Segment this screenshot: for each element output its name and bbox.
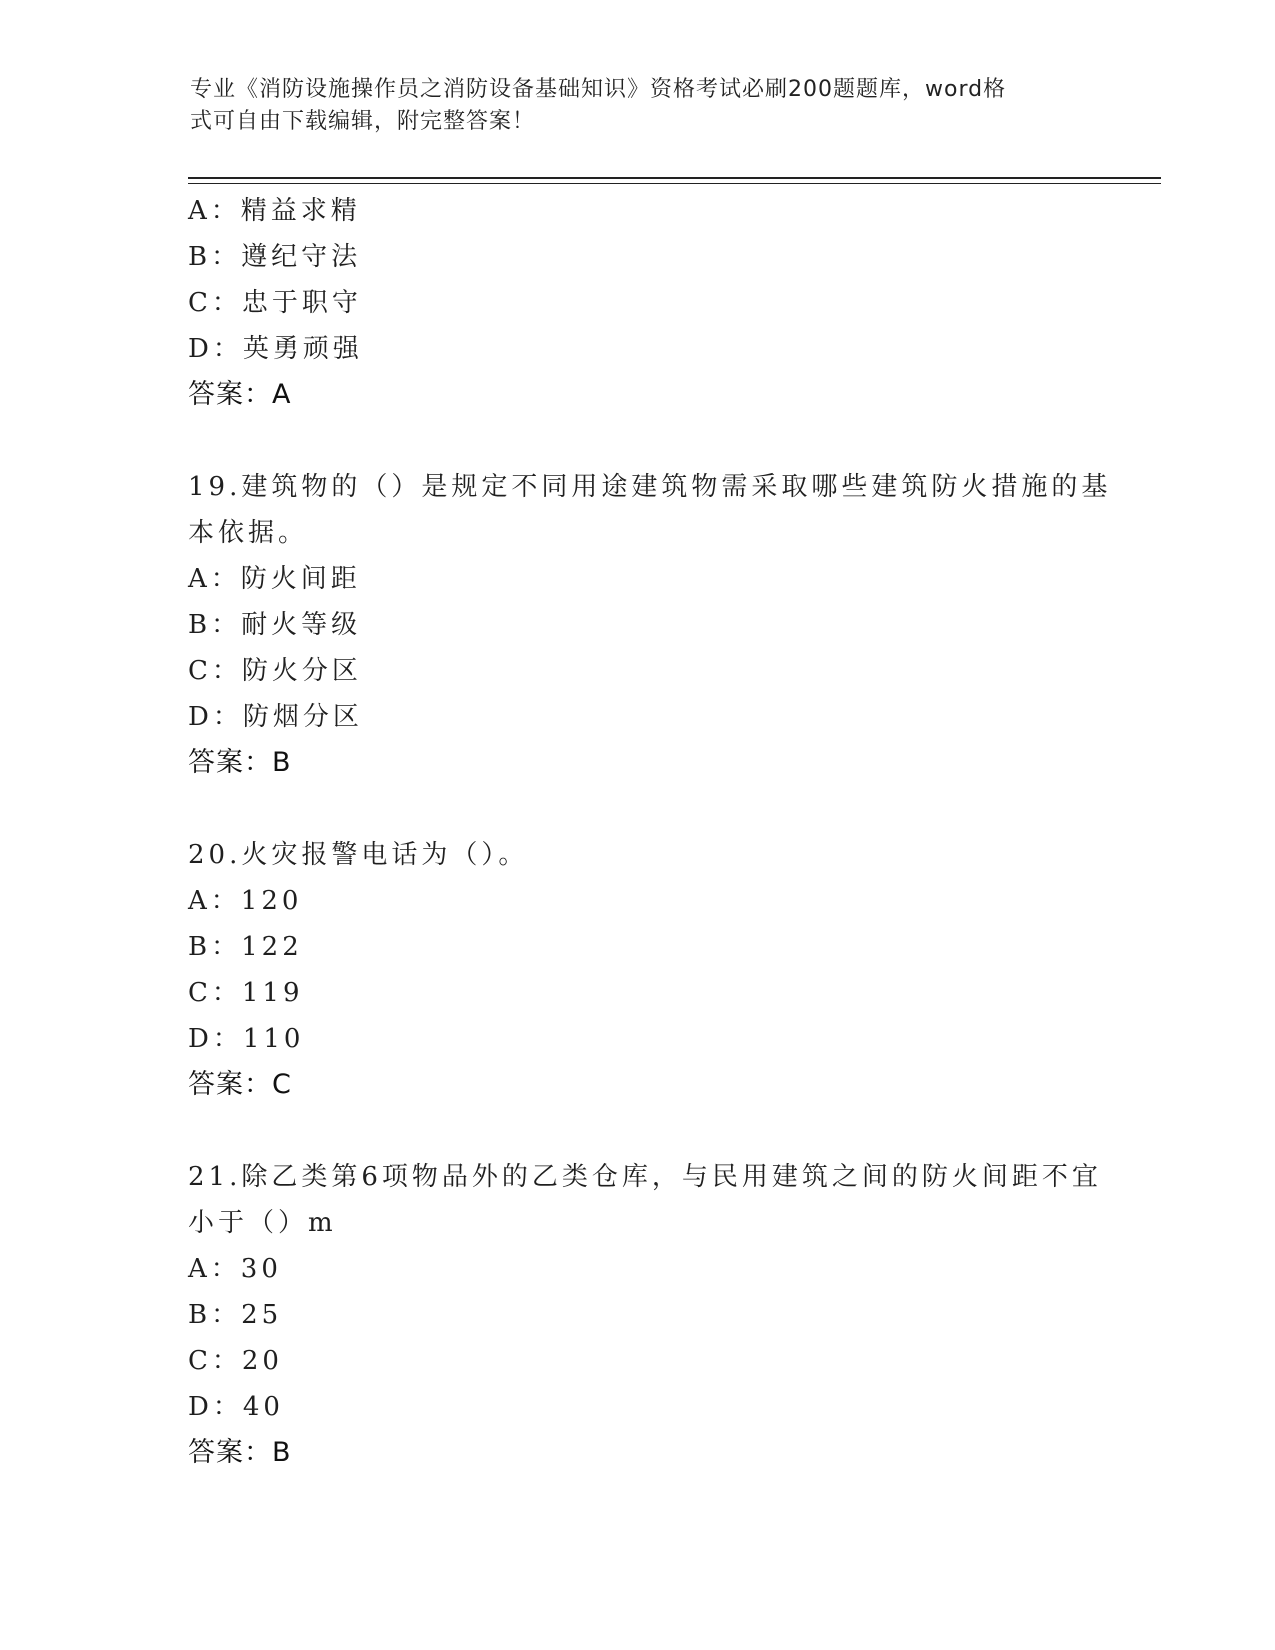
- question-list: [188, 188, 1112, 1476]
- question-text-line-2: 本依据。: [188, 518, 309, 548]
- header-line-2: 式可自由下载编辑，附完整答案！: [190, 109, 536, 134]
- option-a: A：120: [188, 886, 303, 916]
- answer: 答案：B: [188, 1437, 292, 1468]
- document-header: [190, 74, 1090, 138]
- spacer: [188, 1108, 1088, 1154]
- question-text-line-2: 小于（）m: [188, 1208, 337, 1238]
- question-text-line-1: 19.建筑物的（）是规定不同用途建筑物需采取哪些建筑防火措施的基: [188, 472, 1112, 502]
- option-a: A：30: [188, 1254, 282, 1284]
- option-b: B：遵纪守法: [188, 242, 362, 272]
- question-20: [188, 832, 1088, 1108]
- option-d: D：110: [188, 1024, 305, 1054]
- question-21: [188, 1154, 1102, 1476]
- header-rule-thick: [188, 177, 1161, 179]
- option-c: C：119: [188, 978, 304, 1008]
- option-a: A：防火间距: [188, 564, 361, 594]
- option-d: D：40: [188, 1392, 284, 1422]
- option-c: C：20: [188, 1346, 283, 1376]
- header-rule-thin: [188, 183, 1161, 184]
- question-text-line-1: 20.火灾报警电话为（）。: [188, 840, 529, 870]
- question-18: [188, 188, 1088, 418]
- answer: 答案：C: [188, 1069, 292, 1100]
- option-d: D：防烟分区: [188, 702, 363, 732]
- option-c: C：忠于职守: [188, 288, 362, 318]
- option-d: D：英勇顽强: [188, 334, 363, 364]
- answer: 答案：B: [188, 747, 292, 778]
- option-b: B：耐火等级: [188, 610, 362, 640]
- option-a: A：精益求精: [188, 196, 361, 226]
- spacer: [188, 786, 1088, 832]
- option-b: B：122: [188, 932, 303, 962]
- option-c: C：防火分区: [188, 656, 362, 686]
- option-b: B：25: [188, 1300, 283, 1330]
- question-text-line-1: 21.除乙类第6项物品外的乙类仓库，与民用建筑之间的防火间距不宜: [188, 1162, 1102, 1192]
- question-19: [188, 464, 1112, 786]
- spacer: [188, 418, 1088, 464]
- answer: 答案：A: [188, 379, 292, 410]
- header-line-1: 专业《消防设施操作员之消防设备基础知识》资格考试必刷200题题库，word格: [190, 77, 1007, 102]
